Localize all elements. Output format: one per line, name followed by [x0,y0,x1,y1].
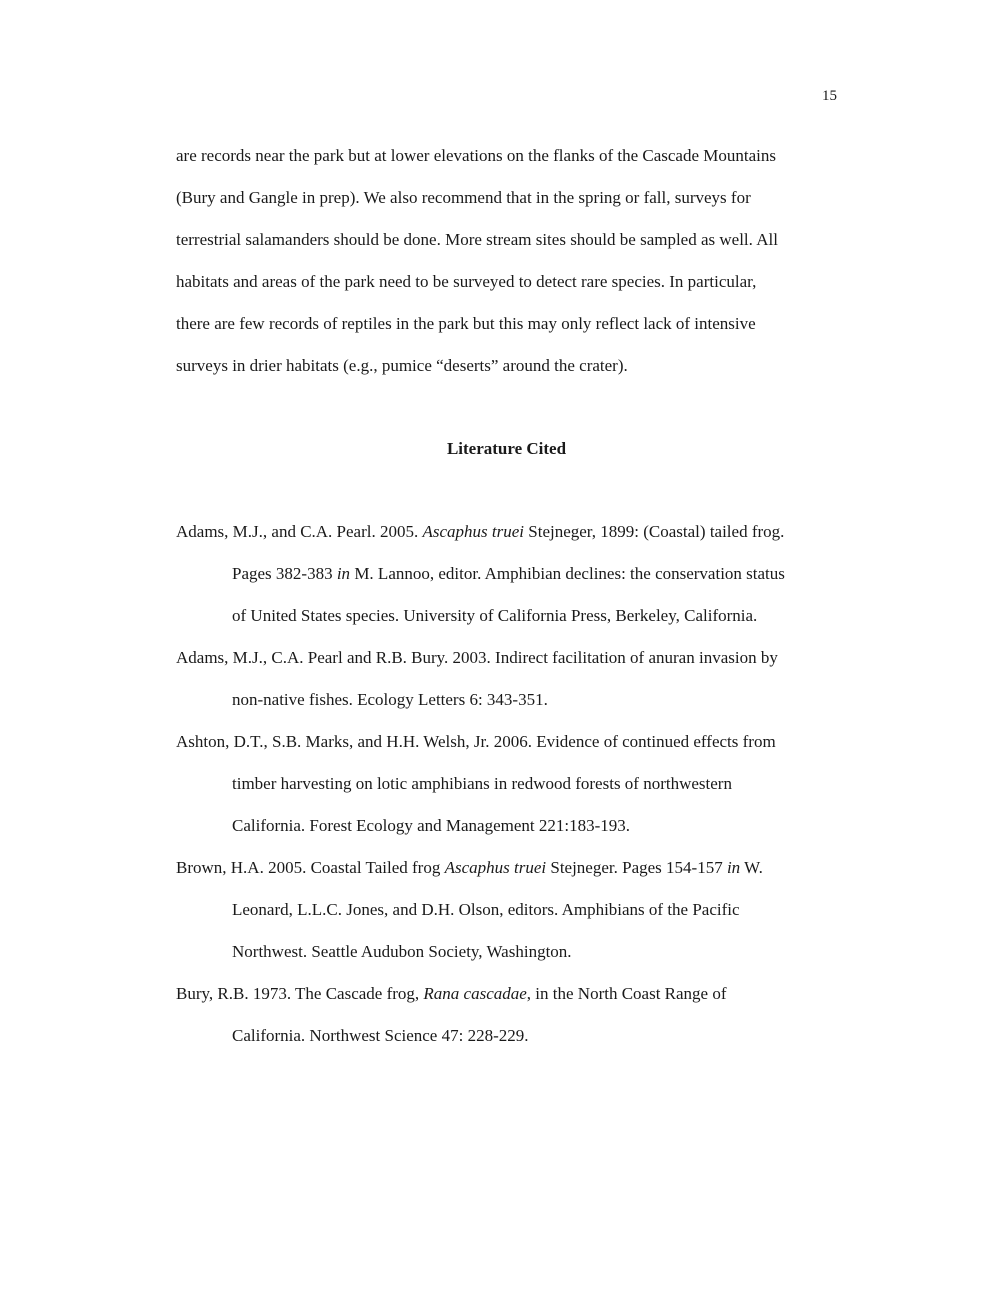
ref-species: Rana cascadae [423,984,527,1003]
ref-text: M. Lannoo, editor. Amphibian declines: the conservation status [350,564,785,583]
ref-text: Leonard, L.L.C. Jones, and D.H. Olson, editors. Amphibians of the Pacific [232,900,740,919]
reference-bury-1973 [176,981,856,1065]
ref-text: Brown, H.A. 2005. Coastal Tailed frog [176,858,445,877]
ref-text: Bury, R.B. 1973. The Cascade frog, [176,984,424,1003]
ref-text: California. Forest Ecology and Management 221:183-193. [232,816,630,835]
reference-list [176,519,856,1065]
ref-text: timber harvesting on lotic amphibians in redwood forests of northwestern [232,774,732,793]
ref-text: non-native fishes. Ecology Letters 6: 343-351. [232,690,548,709]
body-line: surveys in drier habitats (e.g., pumice “deserts” around the crater). [176,356,628,375]
ref-species: Ascaphus truei [422,522,525,541]
ref-text: Pages 382-383 [232,564,337,583]
ref-in: in [726,858,741,877]
page-number: 15 [822,88,837,104]
body-paragraph [176,143,856,395]
ref-text: Adams, M.J., C.A. Pearl and R.B. Bury. 2003. Indirect facilitation of anuran invasion by [176,648,778,667]
body-line: habitats and areas of the park need to be surveyed to detect rare species. In particular, [176,272,757,291]
ref-text: California. Northwest Science 47: 228-229. [232,1026,529,1045]
ref-text: of United States species. University of California Press, Berkeley, California. [232,606,758,625]
reference-adams-pearl-2005 [176,519,856,645]
body-line: terrestrial salamanders should be done. More stream sites should be sampled as well. All [176,230,778,249]
ref-text: W. [740,858,763,877]
ref-text: , in the North Coast Range of [526,984,727,1003]
body-line: (Bury and Gangle in prep). We also recommend that in the spring or fall, surveys for [176,188,751,207]
reference-adams-pearl-bury-2003 [176,645,856,729]
body-line: are records near the park but at lower elevations on the flanks of the Cascade Mountains [176,146,776,165]
ref-text: Northwest. Seattle Audubon Society, Washington. [232,942,572,961]
body-line: there are few records of reptiles in the park but this may only reflect lack of intensive [176,314,756,333]
ref-text: Adams, M.J., and C.A. Pearl. 2005. [176,522,423,541]
ref-species: Ascaphus truei [444,858,547,877]
section-heading: Literature Cited [446,439,567,458]
reference-brown-2005 [176,855,856,981]
ref-text: Stejneger, 1899: (Coastal) tailed frog. [524,522,785,541]
ref-text: Ashton, D.T., S.B. Marks, and H.H. Welsh, Jr. 2006. Evidence of continued effects from [176,732,776,751]
reference-ashton-2006 [176,729,856,855]
ref-text: Stejneger. Pages 154-157 [546,858,727,877]
ref-in: in [336,564,351,583]
